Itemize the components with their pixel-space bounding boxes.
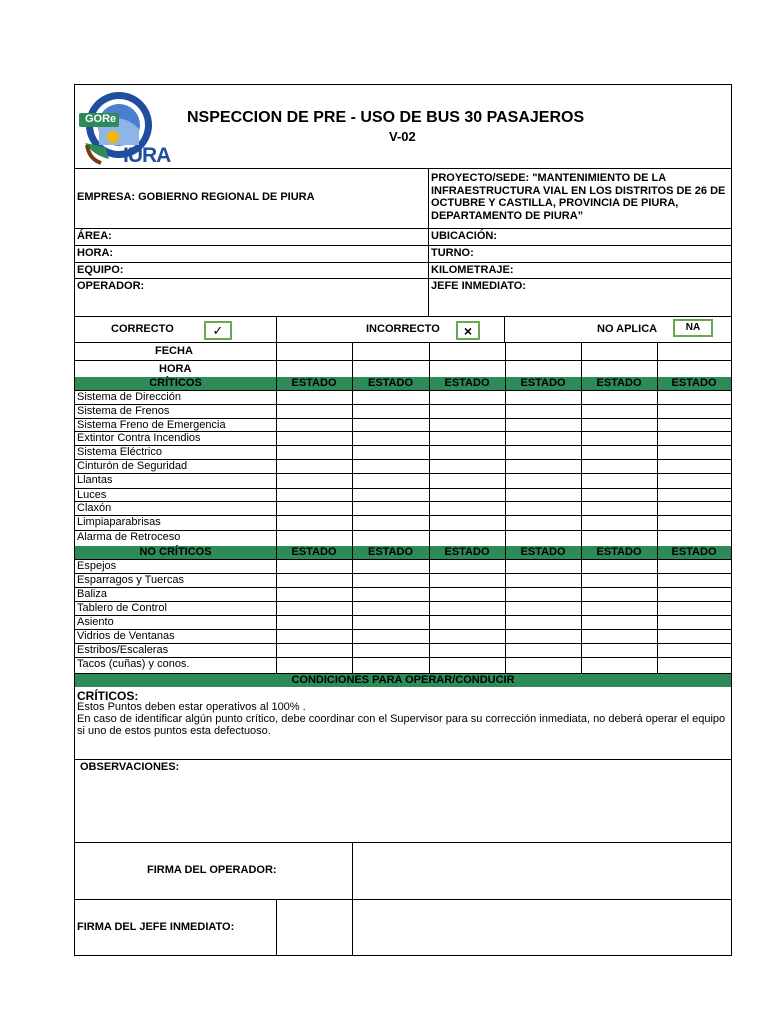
- list-item: Tablero de Control: [77, 602, 167, 614]
- condiciones-line-2: En caso de identificar algún punto crítico, debe coordinar con el Supervisor para su corrección inmediata, no deberá operar el equipo si uno de estos puntos esta defectuoso.: [77, 713, 726, 737]
- list-item: Asiento: [77, 616, 114, 628]
- area-label: ÁREA:: [77, 230, 112, 242]
- list-item: Llantas: [77, 474, 113, 486]
- list-item: Sistema de Dirección: [77, 391, 181, 403]
- legend-correcto: CORRECTO: [111, 323, 174, 335]
- ubicacion-label: UBICACIÓN:: [431, 230, 497, 242]
- estado-col-6: ESTADO: [671, 377, 717, 389]
- list-item: Espejos: [77, 560, 117, 572]
- hora-grid-label: HORA: [159, 363, 192, 375]
- estado-col-3: ESTADO: [444, 377, 490, 389]
- estado-col-3b: ESTADO: [444, 546, 490, 558]
- gore-piura-logo: [79, 89, 187, 167]
- logo-text-top: GORe: [85, 113, 117, 125]
- legend-no-aplica: NO APLICA: [597, 323, 658, 335]
- firma-jefe-label: FIRMA DEL JEFE INMEDIATO:: [77, 921, 235, 933]
- estado-col-6b: ESTADO: [671, 546, 717, 558]
- list-item: Claxón: [77, 502, 112, 514]
- observaciones-label: OBSERVACIONES:: [80, 761, 180, 773]
- na-badge: NA: [673, 319, 713, 337]
- list-item: Baliza: [77, 588, 107, 600]
- form-title: NSPECCION DE PRE - USO DE BUS 30 PASAJEROS: [187, 109, 585, 126]
- jefe-label: JEFE INMEDIATO:: [431, 280, 526, 292]
- operador-label: OPERADOR:: [77, 280, 145, 292]
- condiciones-subtitle: CRÍTICOS:: [77, 689, 139, 703]
- kilometraje-label: KILOMETRAJE:: [431, 264, 514, 276]
- cross-icon: ×: [456, 321, 480, 340]
- form-version: V-02: [389, 129, 416, 144]
- proyecto-label: PROYECTO/SEDE: "MANTENIMIENTO DE LA INFRAESTRUCTURA VIAL EN LOS DISTRITOS DE 26 DE OCTUBRE Y CASTILLA, PROVINCIA DE PIURA, DEPARTAMENTO DE PIURA”: [431, 172, 726, 222]
- condiciones-header: CONDICIONES PARA OPERAR/CONDUCIR: [291, 674, 515, 686]
- estado-col-1b: ESTADO: [291, 546, 337, 558]
- condiciones-line-1: Estos Puntos deben estar operativos al 100% .: [77, 701, 306, 713]
- estado-col-4: ESTADO: [520, 377, 566, 389]
- estado-col-5b: ESTADO: [596, 546, 642, 558]
- list-item: Tacos (cuñas) y conos.: [77, 658, 190, 670]
- equipo-label: EQUIPO:: [77, 264, 124, 276]
- fecha-label: FECHA: [155, 345, 193, 357]
- hora-label: HORA:: [77, 247, 114, 259]
- criticos-header: CRÍTICOS: [149, 377, 202, 389]
- list-item: Estribos/Escaleras: [77, 644, 169, 656]
- firma-operador-label: FIRMA DEL OPERADOR:: [147, 864, 277, 876]
- list-item: Limpiaparabrisas: [77, 516, 161, 528]
- list-item: Sistema Freno de Emergencia: [77, 419, 226, 431]
- list-item: Sistema Eléctrico: [77, 446, 162, 458]
- list-item: Esparragos y Tuercas: [77, 574, 184, 586]
- estado-col-2b: ESTADO: [367, 546, 414, 558]
- empresa-label: EMPRESA: GOBIERNO REGIONAL DE PIURA: [77, 191, 315, 203]
- estado-col-2: ESTADO: [367, 377, 414, 389]
- list-item: Vidrios de Ventanas: [77, 630, 175, 642]
- turno-label: TURNO:: [431, 247, 474, 259]
- list-item: Cinturón de Seguridad: [77, 460, 188, 472]
- legend-incorrecto: INCORRECTO: [366, 323, 440, 335]
- estado-col-1: ESTADO: [291, 377, 337, 389]
- list-item: Luces: [77, 489, 107, 501]
- list-item: Alarma de Retroceso: [77, 531, 181, 543]
- list-item: Sistema de Frenos: [77, 405, 170, 417]
- estado-col-5: ESTADO: [596, 377, 642, 389]
- logo-text-bottom: IURA: [123, 144, 171, 167]
- estado-col-4b: ESTADO: [520, 546, 566, 558]
- no-criticos-header: NO CRÍTICOS: [139, 546, 212, 558]
- check-icon: ✓: [204, 321, 232, 340]
- list-item: Extintor Contra Incendios: [77, 432, 201, 444]
- inspection-form: [74, 84, 732, 956]
